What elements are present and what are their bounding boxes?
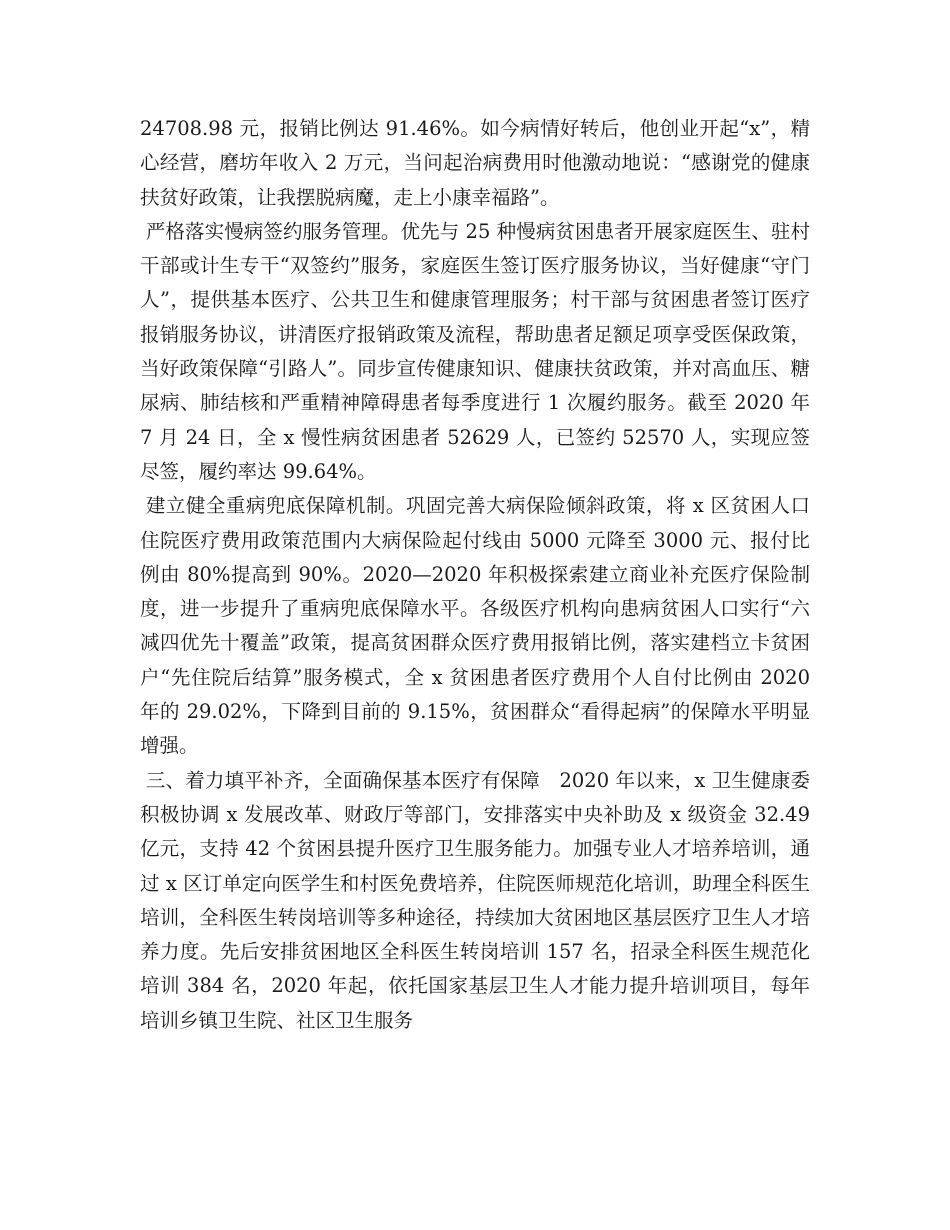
paragraph-medical-reimbursement-story: 24708.98 元，报销比例达 91.46%。如今病情好转后，他创业开起“x”，精心经营，磨坊年收入 2 万元，当问起治病费用时他激动地说：“感谢党的健康扶贫好政策，让我摆脱病魔，走上小康幸福路”。	[140, 117, 810, 209]
paragraph-section-three-basic-medical: 三、着力填平补齐，全面确保基本医疗有保障 2020 年以来，x 卫生健康委积极协调 x 发展改革、财政厅等部门，安排落实中央补助及 x 级资金 32.49 亿元，支持 42 个贫困县提升医疗卫生服务能力。加强专业人才培养培训，通过 x 区订单定向医学生和村医免费培养，住院医师规范化培训，助理全科医生培训，全科医生转岗培训等多种途径，持续加大贫困地区基层医疗卫生人才培养力度。先后安排贫困地区全科医生转岗培训 157 名，招录全科医生规范化培训 384 名，2020 年起，依托国家基层卫生人才能力提升培训项目，每年培训乡镇卫生院、社区卫生服务	[140, 768, 810, 1032]
document-page	[140, 112, 810, 1038]
paragraph-serious-illness-safety-net: 建立健全重病兜底保障机制。巩固完善大病保险倾斜政策，将 x 区贫困人口住院医疗费用政策范围内大病保险起付线由 5000 元降至 3000 元、报付比例由 80%提高到 90%。2020—2020 年积极探索建立商业补充医疗保险制度，进一步提升了重病兜底保障水平。各级医疗机构向患病贫困人口实行“六减四优先十覆盖”政策，提高贫困群众医疗费用报销比例，落实建档立卡贫困户“先住院后结算”服务模式，全 x 贫困患者医疗费用个人自付比例由 2020 年的 29.02%，下降到目前的 9.15%，贫困群众“看得起病”的保障水平明显增强。	[140, 494, 810, 758]
paragraph-chronic-disease-contract: 严格落实慢病签约服务管理。优先与 25 种慢病贫困患者开展家庭医生、驻村干部或计生专干“双签约”服务，家庭医生签订医疗服务协议，当好健康“守门人”，提供基本医疗、公共卫生和健康管理服务；村干部与贫困患者签订医疗报销服务协议，讲清医疗报销政策及流程，帮助患者足额足项享受医保政策，当好政策保障“引路人”。同步宣传健康知识、健康扶贫政策，并对高血压、糖尿病、肺结核和严重精神障碍患者每季度进行 1 次履约服务。截至 2020 年 7 月 24 日，全 x 慢性病贫困患者 52629 人，已签约 52570 人，实现应签尽签，履约率达 99.64%。	[140, 219, 810, 483]
